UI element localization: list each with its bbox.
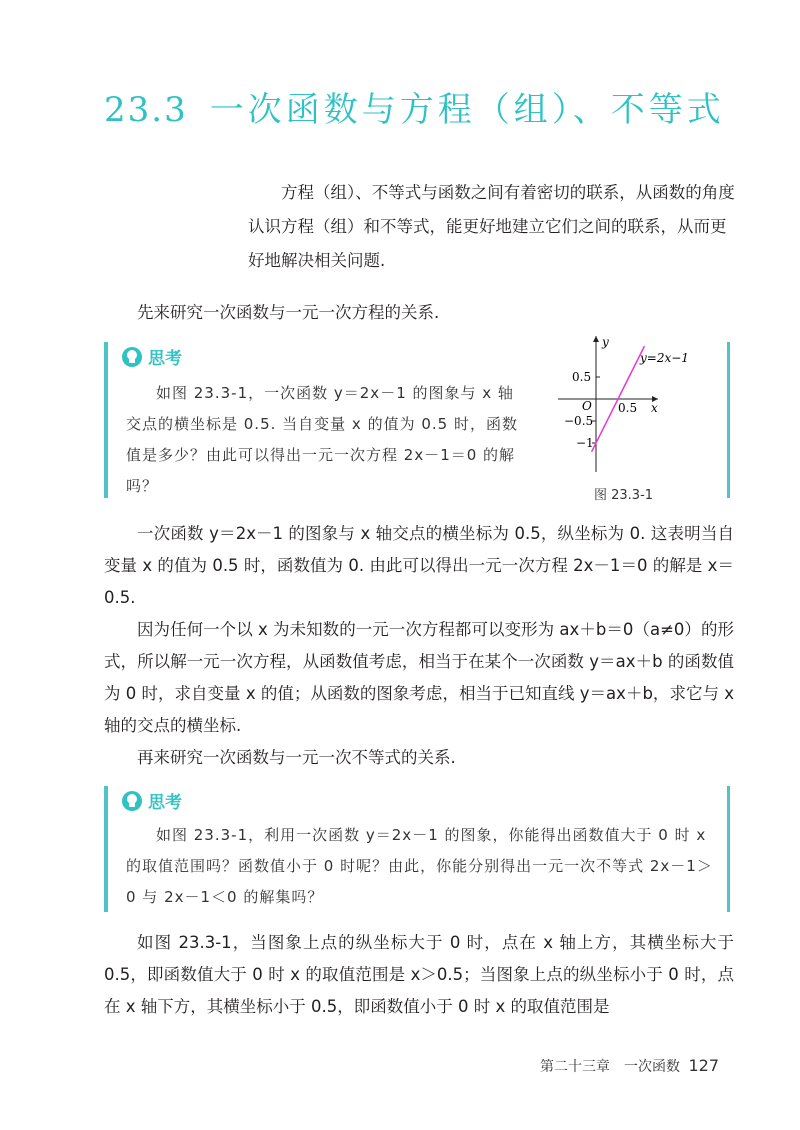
- y-axis-label: y: [602, 335, 609, 349]
- section-number: 23.3: [104, 90, 188, 130]
- figure-caption: 图 23.3-1: [594, 488, 654, 503]
- lead-text-1: 先来研究一次函数与一元一次方程的关系.: [137, 303, 440, 322]
- think-text-1: 如图 23.3-1，一次函数 y＝2x－1 的图象与 x 轴交点的横坐标是 0.5. 当自变量 x 的值为 0.5 时，函数值是多少？由此可以得出一元一次方程 2x－1＝0 的解吗？: [126, 384, 518, 495]
- y-tick-label-neg1: −1: [576, 436, 594, 450]
- think-box-2: [104, 786, 730, 912]
- section-title: [104, 82, 725, 131]
- body-paragraphs-1: [104, 518, 734, 774]
- lightbulb-icon: [122, 347, 142, 367]
- section-title-text: 一次函数与方程（组）、不等式: [209, 90, 725, 130]
- function-graph: [550, 332, 710, 477]
- origin-label: O: [582, 399, 592, 413]
- y-tick-label-0.5: 0.5: [572, 370, 592, 384]
- lightbulb-icon: [122, 791, 142, 811]
- think-text-2: 如图 23.3-1，利用一次函数 y＝2x－1 的图象，你能得出函数值大于 0 时 x 的取值范围吗？函数值小于 0 时呢？由此，你能分别得出一元一次不等式 2x－1＞0 与 2x－1＜0 的解集吗？: [126, 826, 713, 906]
- body-paragraph-2: 因为任何一个以 x 为未知数的一元一次方程都可以变形为 ax＋b＝0（a≠0）的形式，所以解一元一次方程，从函数值考虑，相当于在某个一次函数 y＝ax＋b 的函数值为 0 时，求自变量 x 的值；从函数的图象考虑，相当于已知直线 y＝ax＋b，求它与 x 轴的交点的横坐标.: [104, 620, 734, 735]
- y-tick-label-neg0.5: −0.5: [564, 414, 594, 428]
- page-footer: [540, 1056, 719, 1076]
- think-heading-1: [122, 344, 182, 369]
- line-label: y=2x−1: [640, 351, 689, 365]
- think-label-1: 思考: [148, 349, 182, 369]
- footer-chapter: 第二十三章 一次函数: [540, 1059, 680, 1075]
- final-paragraph-text: 如图 23.3-1，当图象上点的纵坐标大于 0 时，点在 x 轴上方，其横坐标大于 0.5，即函数值大于 0 时 x 的取值范围是 x＞0.5；当图象上点的纵坐标小于 0 时，点在 x 轴下方，其横坐标小于 0.5，即函数值小于 0 时 x 的取值范围是: [104, 933, 734, 1016]
- think-body-1: [126, 378, 526, 502]
- x-tick-label: 0.5: [618, 401, 638, 415]
- intro-text: 方程（组）、不等式与函数之间有着密切的联系，从函数的角度认识方程（组）和不等式，能更好地建立它们之间的联系，从而更好地解决相关问题.: [248, 183, 735, 270]
- think-box-1-right-bar: [727, 342, 730, 498]
- think-label-2: 思考: [148, 793, 182, 813]
- think-box-1: [104, 342, 528, 498]
- x-axis-label: x: [651, 401, 658, 415]
- body-paragraph-3: 再来研究一次函数与一元一次不等式的关系.: [137, 748, 456, 767]
- final-paragraph: [104, 927, 734, 1023]
- body-paragraph-1: 一次函数 y＝2x－1 的图象与 x 轴交点的横坐标为 0.5，纵坐标为 0. 这表明当自变量 x 的值为 0.5 时，函数值为 0. 由此可以得出一元一次方程 2x－1＝0 的解是 x＝0.5.: [104, 524, 734, 607]
- y-axis-arrow-icon: [593, 336, 599, 342]
- think-body-2: [126, 820, 722, 913]
- think-heading-2: [122, 788, 182, 813]
- page-number: 127: [688, 1056, 719, 1075]
- lead-paragraph-1: [104, 297, 734, 329]
- think-box-2-right-bar: [727, 786, 730, 912]
- intro-paragraph: [248, 176, 738, 278]
